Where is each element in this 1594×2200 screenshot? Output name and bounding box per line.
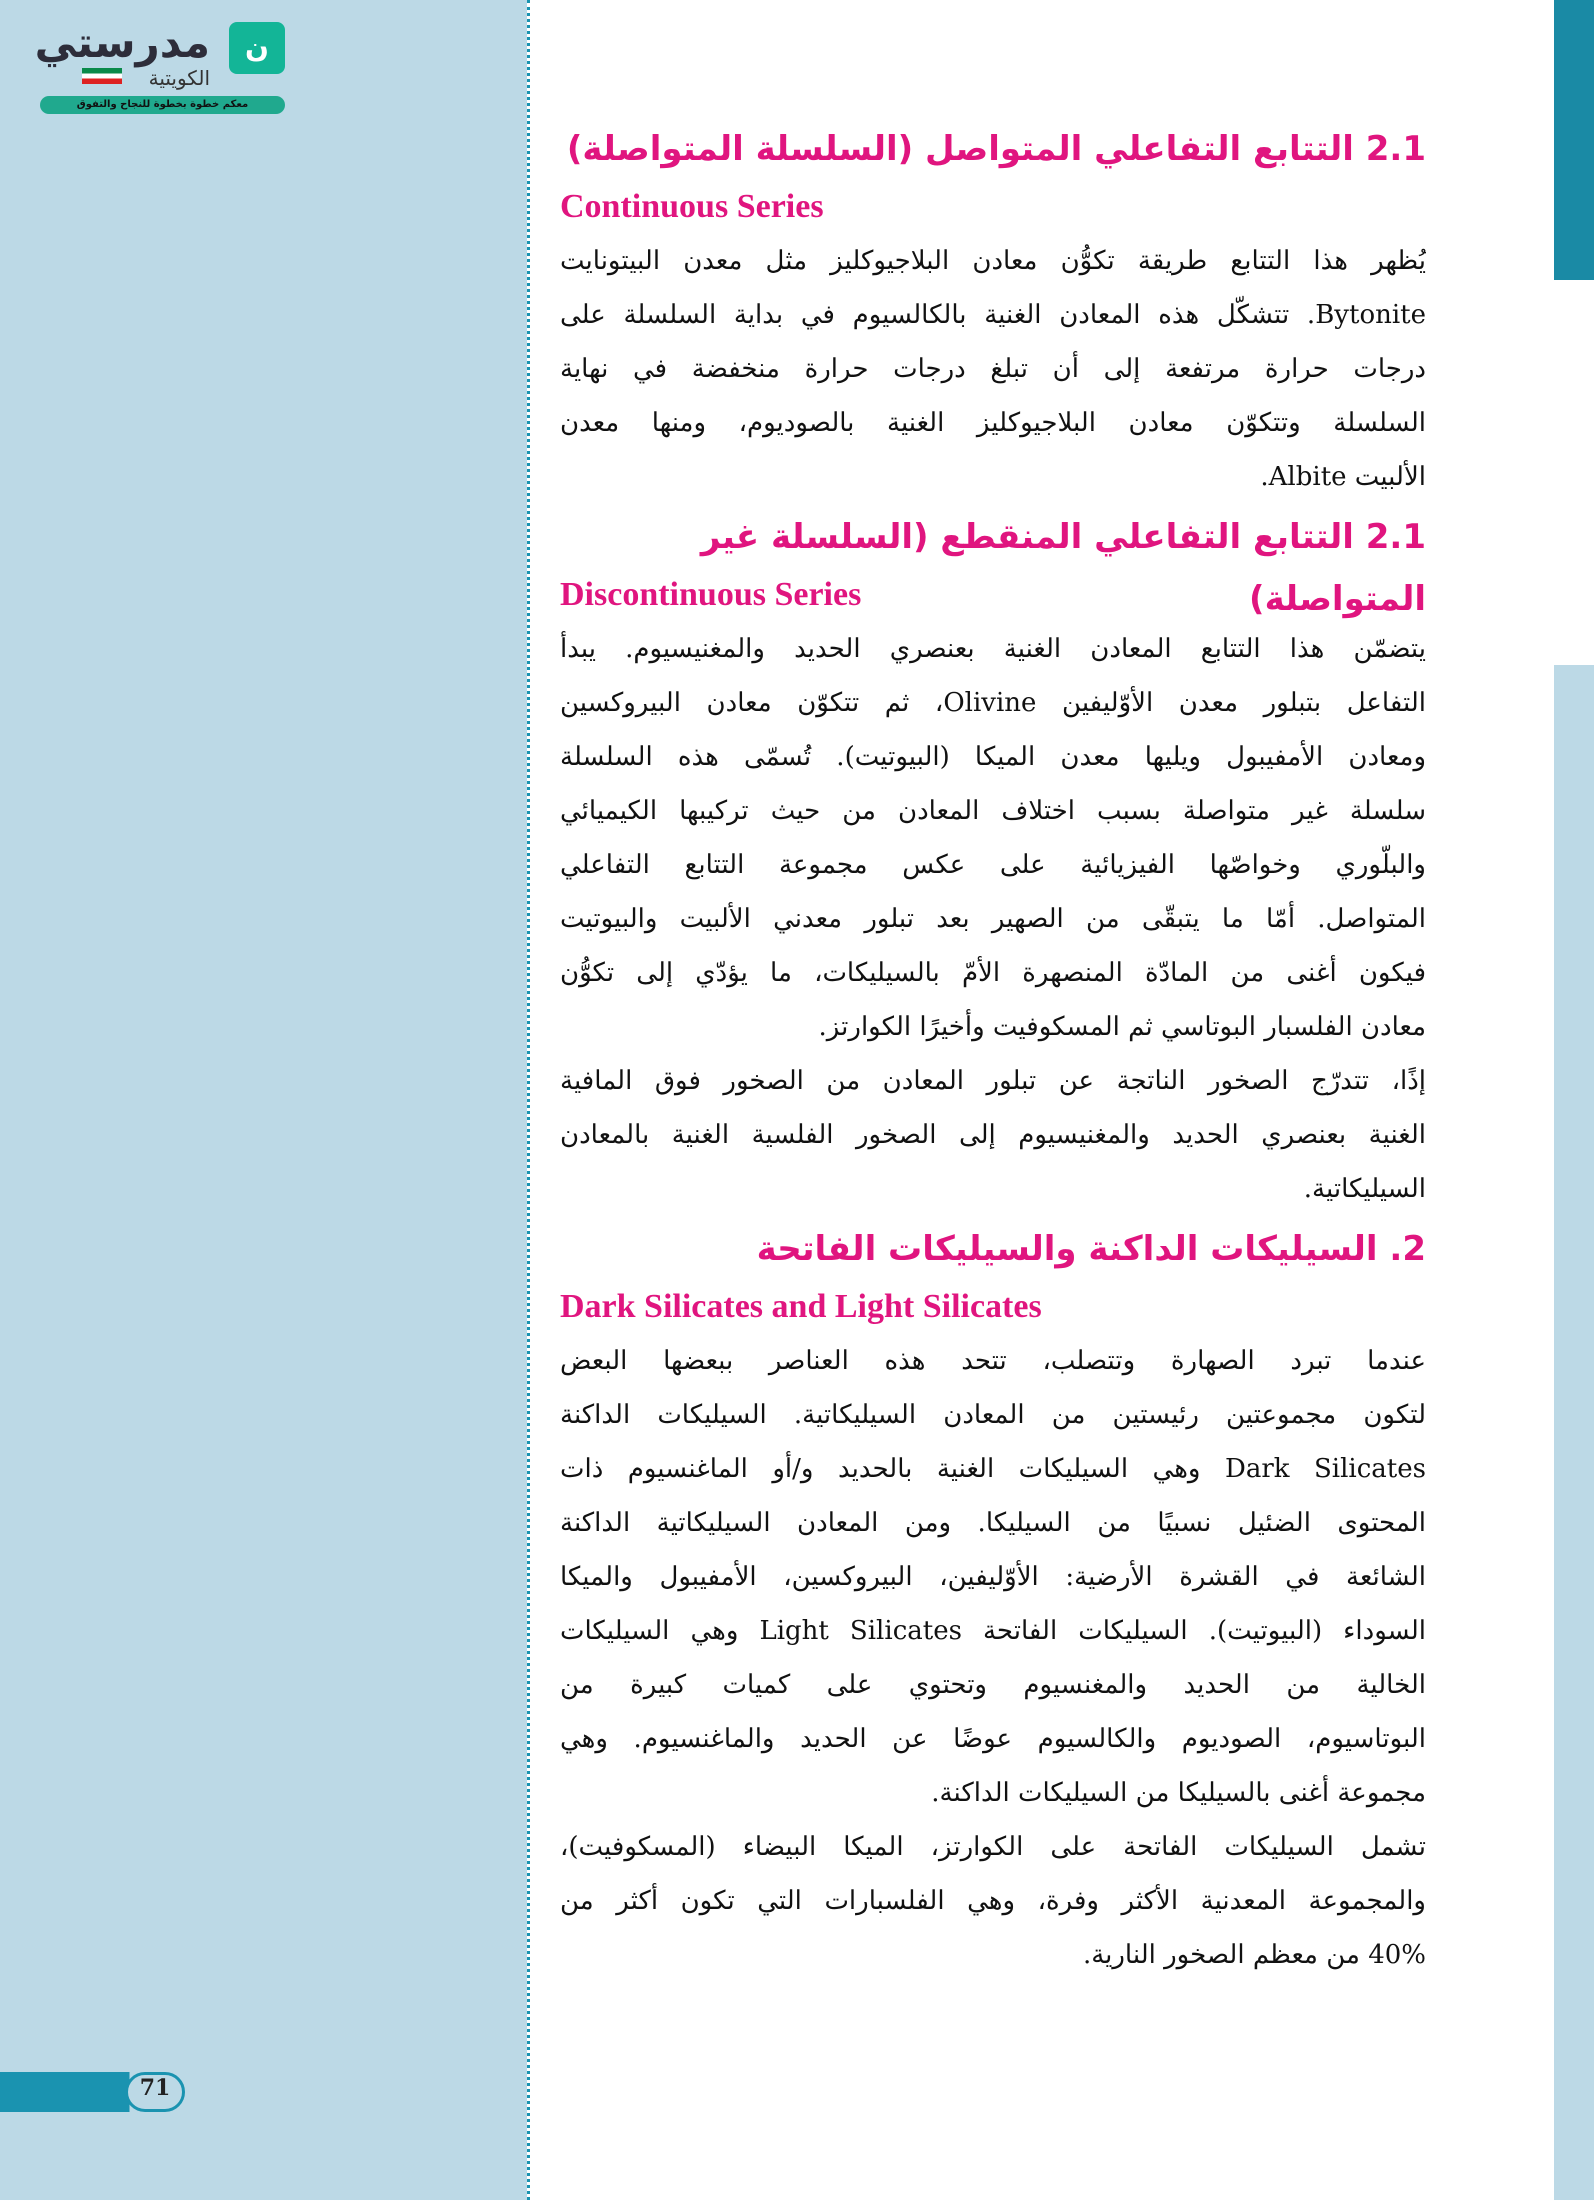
paragraph-line: الشائعة في القشرة الأرضية: الأوّليفين، البيروكسين، الأمفيبول والميكا — [560, 1562, 1426, 1592]
paragraph-line: إذًا، تتدرّج الصخور الناتجة عن تبلور المعادن من الصخور فوق المافية — [560, 1066, 1426, 1096]
page-number: 71 — [125, 2072, 185, 2112]
section-heading-en: Discontinuous Series — [560, 576, 862, 613]
paragraph-line: سلسلة غير متواصلة بسبب اختلاف المعادن من حيث تركيبها الكيميائي — [560, 796, 1426, 826]
section-heading-ar: 2.1 التتابع التفاعلي المتواصل (السلسلة المتواصلة) — [566, 129, 1426, 169]
paragraph-line: البوتاسيوم، الصوديوم والكالسيوم عوضًا عن الحديد والماغنسيوم. وهي — [560, 1724, 1426, 1754]
paragraph-line: والمجموعة المعدنية الأكثر وفرة، وهي الفلسبارات التي تكون أكثر من — [560, 1886, 1426, 1916]
paragraph-line: Bytonite. تتشكّل هذه المعادن الغنية بالكالسيوم في بداية السلسلة على — [560, 300, 1426, 330]
paragraph-line: فيكون أغنى من المادّة المنصهرة الأمّ بالسيليكات، ما يؤدّي إلى تكوُّن — [560, 958, 1426, 988]
paragraph-line: عندما تبرد الصهارة وتتصلب، تتحد هذه العناصر ببعضها البعض — [560, 1346, 1426, 1376]
paragraph-line: التفاعل بتبلور معدن الأوّليفين Olivine، ثم تتكوّن معادن البيروكسين — [560, 688, 1426, 718]
dotted-divider — [527, 0, 530, 2200]
smile-book-icon: ن — [229, 22, 285, 74]
left-margin-panel — [0, 0, 527, 2200]
section-heading-ar: 2.1 التتابع التفاعلي المنقطع (السلسلة غير المتواصلة) — [700, 517, 1426, 619]
logo-subtitle: الكويتية — [148, 66, 210, 90]
paragraph-line: لتكون مجموعتين رئيستين من المعادن السيليكاتية. السيليكات الداكنة — [560, 1400, 1426, 1430]
paragraph-line: مجموعة أغنى بالسيليكا من السيليكات الداكنة. — [931, 1778, 1426, 1808]
paragraph-line: السوداء (البيوتيت). السيليكات الفاتحة Light Silicates وهي السيليكات — [560, 1616, 1426, 1646]
paragraph-line: Dark Silicates وهي السيليكات الغنية بالحديد و/أو الماغنسيوم ذات — [560, 1454, 1426, 1484]
paragraph-line: درجات حرارة مرتفعة إلى أن تبلغ درجات حرارة منخفضة في نهاية — [560, 354, 1426, 384]
paragraph-line: يُظهر هذا التتابع طريقة تكوُّن معادن البلاجيوكليز مثل معدن البيتونايت — [560, 246, 1426, 276]
logo-tagline: معكم خطوة بخطوة للنجاح والتفوق — [40, 96, 285, 114]
kuwait-flag-icon — [82, 68, 122, 84]
paragraph-line: والبلّوري وخواصّها الفيزيائية على عكس مجموعة التتابع التفاعلي — [560, 850, 1426, 880]
paragraph-line: الخالية من الحديد والمغنسيوم وتحتوي على كميات كبيرة من — [560, 1670, 1426, 1700]
paragraph-line: ومعادن الأمفيبول ويليها معدن الميكا (البيوتيت). تُسمّى هذه السلسلة — [560, 742, 1426, 772]
paragraph-line: المحتوى الضئيل نسبيًا من السيليكا. ومن المعادن السيليكاتية الداكنة — [560, 1508, 1426, 1538]
paragraph-line: تشمل السيليكات الفاتحة على الكوارتز، الميكا البيضاء (المسكوفيت)، — [560, 1832, 1426, 1862]
paragraph-line: السلسلة وتتكوّن معادن البلاجيوكليز الغنية بالصوديوم، ومنها معدن — [560, 408, 1426, 438]
logo-name: مدرستي — [34, 18, 210, 67]
edge-strip — [1554, 665, 1594, 2200]
paragraph-line: يتضمّن هذا التتابع المعادن الغنية بعنصري الحديد والمغنيسيوم. يبدأ — [560, 634, 1426, 664]
paragraph-line: معادن الفلسبار البوتاسي ثم المسكوفيت وأخيرًا الكوارتز. — [818, 1012, 1426, 1042]
section-heading-en: Continuous Series — [560, 188, 824, 225]
logo — [30, 18, 285, 118]
section-heading-ar: 2. السيليكات الداكنة والسيليكات الفاتحة — [756, 1229, 1426, 1269]
page-content — [560, 118, 1426, 1982]
paragraph-line: 40% من معظم الصخور النارية. — [1082, 1940, 1426, 1970]
paragraph-line: السيليكاتية. — [1303, 1174, 1426, 1204]
paragraph-line: الألبيت Albite. — [1260, 462, 1426, 492]
edge-tab — [1554, 0, 1594, 280]
section-heading-en: Dark Silicates and Light Silicates — [560, 1288, 1042, 1325]
page-number-badge — [0, 2072, 185, 2112]
paragraph-line: المتواصل. أمّا ما يتبقّى من الصهير بعد تبلور معدني الألبيت والبيوتيت — [560, 904, 1426, 934]
paragraph-line: الغنية بعنصري الحديد والمغنيسيوم إلى الصخور الفلسية الغنية بالمعادن — [560, 1120, 1426, 1150]
